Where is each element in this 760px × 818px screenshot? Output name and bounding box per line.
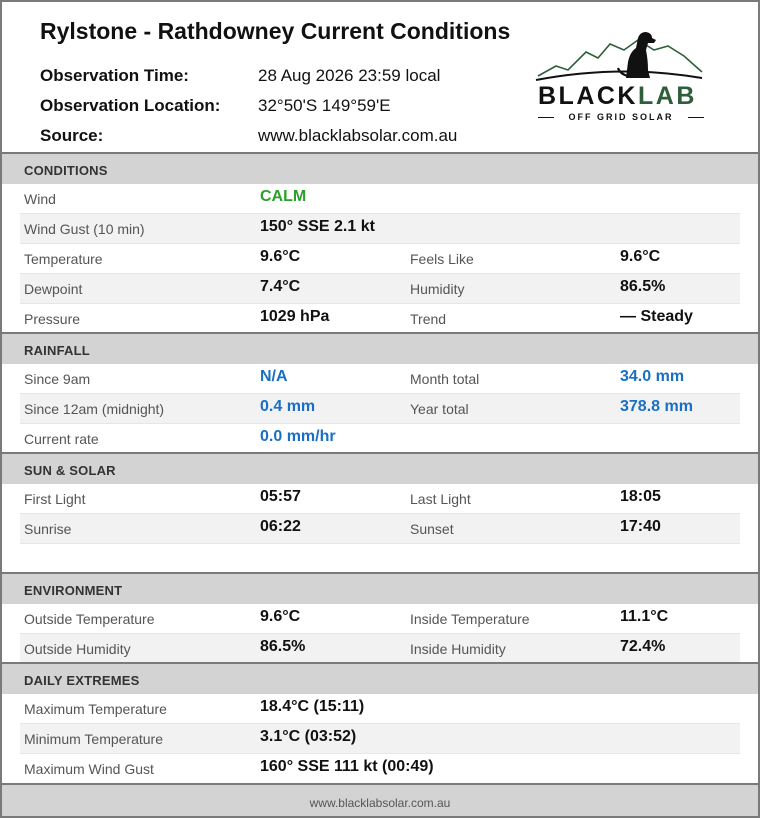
- sunrise-value: 06:22: [260, 518, 301, 535]
- environment-section: [2, 572, 758, 664]
- max-temperature-label: Maximum Temperature: [24, 701, 167, 717]
- observation-location-label: Observation Location:: [40, 96, 221, 115]
- min-temperature-value: 3.1°C (03:52): [260, 728, 357, 745]
- table-row: [20, 634, 740, 664]
- outside-temperature-value: 9.6°C: [260, 608, 301, 625]
- source-label: Source:: [40, 126, 104, 145]
- max-wind-gust-value: 160° SSE 111 kt (00:49): [260, 758, 434, 775]
- wind-value: CALM: [260, 188, 307, 205]
- table-row: [20, 364, 740, 394]
- trend-label: Trend: [410, 311, 447, 327]
- since-midnight-value: 0.4 mm: [260, 398, 316, 415]
- footer-link[interactable]: www.blacklabsolar.com.au: [2, 783, 758, 816]
- rainfall-section: [2, 332, 758, 454]
- temperature-value: 9.6°C: [260, 248, 301, 265]
- trend-value: — Steady: [620, 308, 693, 325]
- month-total-label: Month total: [410, 371, 480, 387]
- current-rate-label: Current rate: [24, 431, 99, 447]
- month-total-value: 34.0 mm: [620, 368, 685, 385]
- wind-gust-value: 150° SSE 2.1 kt: [260, 218, 375, 235]
- table-row: [20, 724, 740, 754]
- table-row: [20, 184, 740, 214]
- table-row: [20, 514, 740, 544]
- header: [2, 2, 758, 152]
- source-value: www.blacklabsolar.com.au: [258, 126, 458, 145]
- inside-temperature-value: 11.1°C: [620, 608, 669, 625]
- pressure-label: Pressure: [24, 311, 81, 327]
- inside-temperature-label: Inside Temperature: [410, 611, 530, 627]
- table-row: [20, 214, 740, 244]
- wind-gust-label: Wind Gust (10 min): [24, 221, 145, 237]
- sunrise-label: Sunrise: [24, 521, 72, 537]
- first-light-value: 05:57: [260, 488, 301, 505]
- rainfall-heading: RAINFALL: [2, 334, 758, 364]
- observation-time-value: 28 Aug 2026 23:59 local: [258, 66, 441, 85]
- outside-temperature-label: Outside Temperature: [24, 611, 155, 627]
- logo-word-black: BLACK: [538, 82, 638, 110]
- inside-humidity-value: 72.4%: [620, 638, 666, 655]
- pressure-value: 1029 hPa: [260, 308, 330, 325]
- table-row: [20, 604, 740, 634]
- last-light-value: 18:05: [620, 488, 661, 505]
- outside-humidity-label: Outside Humidity: [24, 641, 131, 657]
- page-title: Rylstone - Rathdowney Current Conditions: [40, 18, 511, 44]
- logo-tagline: OFF GRID SOLAR: [568, 112, 674, 122]
- feels-like-value: 9.6°C: [620, 248, 661, 265]
- year-total-label: Year total: [410, 401, 469, 417]
- table-row: [20, 424, 740, 454]
- daily-extremes-section: [2, 662, 758, 784]
- first-light-label: First Light: [24, 491, 86, 507]
- max-temperature-value: 18.4°C (15:11): [260, 698, 365, 715]
- min-temperature-label: Minimum Temperature: [24, 731, 164, 747]
- sun-solar-heading: SUN & SOLAR: [2, 454, 758, 484]
- table-row: [20, 754, 740, 784]
- blacklab-logo: [534, 28, 706, 124]
- conditions-section: [2, 152, 758, 334]
- environment-heading: ENVIRONMENT: [2, 574, 758, 604]
- table-row: [20, 304, 740, 334]
- inside-humidity-label: Inside Humidity: [410, 641, 506, 657]
- last-light-label: Last Light: [410, 491, 471, 507]
- table-row: [20, 694, 740, 724]
- since-9am-label: Since 9am: [24, 371, 91, 387]
- conditions-heading: CONDITIONS: [2, 154, 758, 184]
- current-rate-value: 0.0 mm/hr: [260, 428, 336, 445]
- dewpoint-label: Dewpoint: [24, 281, 83, 297]
- temperature-label: Temperature: [24, 251, 103, 267]
- observation-time-label: Observation Time:: [40, 66, 189, 85]
- sunset-value: 17:40: [620, 518, 661, 535]
- table-row: [20, 544, 740, 574]
- observation-location-value: 32°50'S 149°59'E: [258, 96, 391, 115]
- table-row: [20, 394, 740, 424]
- since-9am-value: N/A: [260, 368, 288, 385]
- sun-solar-section: [2, 452, 758, 574]
- humidity-value: 86.5%: [620, 278, 666, 295]
- year-total-value: 378.8 mm: [620, 398, 693, 415]
- table-row: [20, 244, 740, 274]
- logo-word-lab: LAB: [638, 82, 697, 110]
- table-row: [20, 274, 740, 304]
- table-row: [20, 484, 740, 514]
- sunset-label: Sunset: [410, 521, 454, 537]
- humidity-label: Humidity: [410, 281, 465, 297]
- since-midnight-label: Since 12am (midnight): [24, 401, 165, 417]
- max-wind-gust-label: Maximum Wind Gust: [24, 761, 154, 777]
- feels-like-label: Feels Like: [410, 251, 474, 267]
- dewpoint-value: 7.4°C: [260, 278, 301, 295]
- outside-humidity-value: 86.5%: [260, 638, 306, 655]
- daily-extremes-heading: DAILY EXTREMES: [2, 664, 758, 694]
- wind-label: Wind: [24, 191, 56, 207]
